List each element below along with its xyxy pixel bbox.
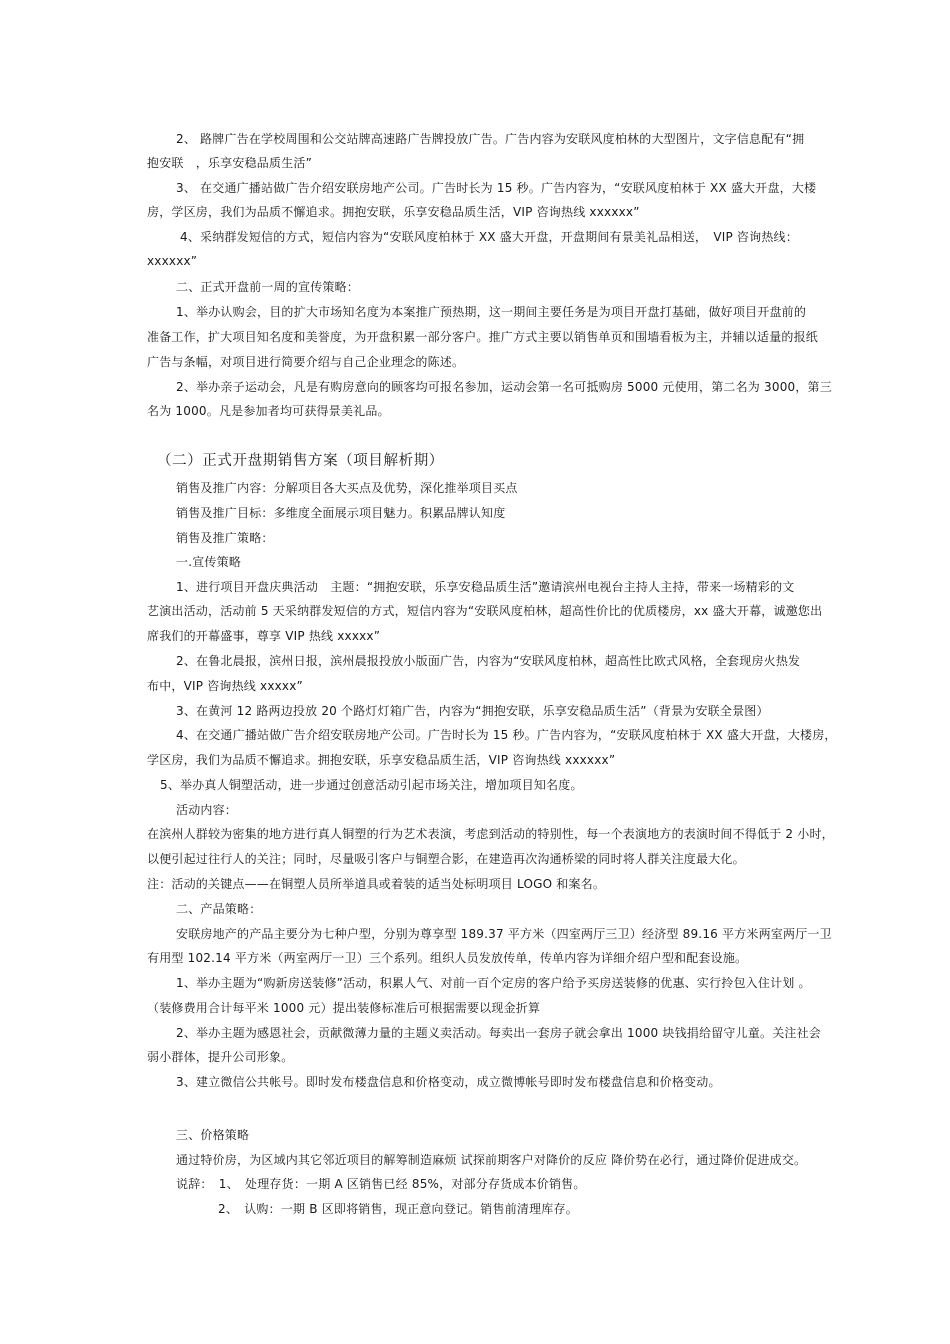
- paragraph-line: 布中，VIP 咨询热线 xxxxx”: [147, 679, 303, 693]
- paragraph-line: 广告与条幅，对项目进行简要介绍与自己企业理念的陈述。: [147, 355, 465, 369]
- paragraph-line: 席我们的开幕盛事，尊享 VIP 热线 xxxxx”: [147, 629, 381, 643]
- paragraph-line: 2、举办亲子运动会，凡是有购房意向的顾客均可报名参加，运动会第一名可抵购房 5000 元使用，第二名为 3000，第三: [176, 380, 832, 394]
- paragraph-line: xxxxxx”: [147, 254, 198, 268]
- paragraph-line: 名为 1000。凡是参加者均可获得景美礼品。: [147, 404, 390, 418]
- paragraph-line: 1、举办认购会，目的扩大市场知名度为本案推广预热期，这一期间主要任务是为项目开盘打基础，做好项目开盘前的: [176, 305, 807, 319]
- paragraph-line: 2、在鲁北晨报，滨州日报，滨州晨报投放小版面广告，内容为“安联风度柏林，超高性比欧式风格，全套现房火热发: [176, 654, 801, 668]
- paragraph-line: 4、在交通广播站做广告介绍安联房地产公司。广告时长为 15 秒。广告内容为，“安联风度柏林于 XX 盛大开盘，大楼房，: [176, 728, 837, 742]
- paragraph-line: 4、采纳群发短信的方式，短信内容为“安联风度柏林于 XX 盛大开盘，开盘期间有景美礼品相送， VIP 咨询热线：: [180, 230, 798, 244]
- paragraph-line: （装修费用合计每平米 1000 元）提出装修标准后可根据需要以现金折算: [147, 1001, 541, 1015]
- paragraph-line: 3、 在交通广播站做广告介绍安联房地产公司。广告时长为 15 秒。广告内容为，“安联风度柏林于 XX 盛大开盘，大楼: [176, 181, 817, 195]
- paragraph-line: 3、建立微信公共帐号。即时发布楼盘信息和价格变动，成立微博帐号即时发布楼盘信息和价格变动。: [176, 1075, 721, 1089]
- paragraph-line: 有用型 102.14 平方米（两室两厅一卫）三个系列。组织人员发放传单，传单内容为详细介绍户型和配套设施。: [147, 951, 748, 965]
- paragraph-line: 安联房地产的产品主要分为七种户型，分别为尊享型 189.37 平方米（四室两厅三卫）经济型 89.16 平方米两室两厅一卫: [176, 927, 832, 941]
- paragraph-line: 销售及推广策略：: [176, 531, 274, 545]
- paragraph-line: 准备工作，扩大项目知名度和美誉度，为开盘积累一部分客户。推广方式主要以销售单页和围墙看板为主，并辅以适量的报纸: [147, 330, 819, 344]
- paragraph-line: 销售及推广内容：分解项目各大买点及优势，深化推举项目买点: [176, 481, 518, 495]
- paragraph-line: 5、举办真人铜塑活动，进一步通过创意活动引起市场关注，增加项目知名度。: [160, 778, 583, 792]
- paragraph-line: 在滨州人群较为密集的地方进行真人铜塑的行为艺术表演，考虑到活动的特别性，每一个表演地方的表演时间不得低于 2 小时，: [147, 827, 834, 841]
- paragraph-line: 弱小群体，提升公司形象。: [147, 1050, 294, 1064]
- paragraph-line: 1、举办主题为“购新房送装修”活动，积累人气、对前一百个定房的客户给予买房送装修的优惠、实行拎包入住计划 。: [176, 976, 811, 990]
- section-heading: 二、产品策略：: [176, 902, 262, 916]
- section-heading: 一.宣传策略: [176, 555, 242, 569]
- subsection-heading: （二）正式开盘期销售方案（项目解析期）: [157, 453, 444, 469]
- paragraph-line: 通过特价房，为区域内其它邻近项目的解筹制造麻烦 试探前期客户对降价的反应 降价势在必行，通过降价促进成交。: [176, 1153, 807, 1167]
- paragraph-line: 学区房，我们为品质不懈追求。拥抱安联，乐享安稳品质生活，VIP 咨询热线 xxxxxx”: [147, 753, 616, 767]
- paragraph-line: 2、举办主题为感恩社会，贡献微薄力量的主题义卖活动。每卖出一套房子就会拿出 1000 块钱捐给留守儿童。关注社会: [176, 1026, 822, 1040]
- paragraph-line: 销售及推广目标：多维度全面展示项目魅力。积累品牌认知度: [176, 506, 506, 520]
- paragraph-line: 2、 认购：一期 B 区即将销售，现正意向登记。销售前清理库存。: [218, 1202, 578, 1216]
- section-heading: 二、正式开盘前一周的宣传策略：: [176, 280, 360, 294]
- paragraph-line: 2、 路牌广告在学校周围和公交站牌高速路广告牌投放广告。广告内容为安联风度柏林的大型图片，文字信息配有“拥: [176, 132, 805, 146]
- paragraph-line: 3、在黄河 12 路两边投放 20 个路灯灯箱广告，内容为“拥抱安联，乐享安稳品质生活”（背景为安联全景图）: [176, 704, 769, 718]
- section-heading: 三、价格策略: [176, 1128, 250, 1142]
- paragraph-line: 以便引起过往行人的关注；同时，尽量吸引客户与铜塑合影，在建造再次沟通桥梁的同时将人群关注度最大化。: [147, 852, 745, 866]
- paragraph-line: 艺演出活动，活动前 5 天采纳群发短信的方式，短信内容为“安联风度柏林，超高性价比的优质楼房，xx 盛大开幕，诚邀您出: [147, 604, 823, 618]
- paragraph-line: 说辞： 1、 处理存货：一期 A 区销售已经 85%，对部分存货成本价销售。: [176, 1177, 586, 1191]
- paragraph-line: 房，学区房，我们为品质不懈追求。拥抱安联，乐享安稳品质生活，VIP 咨询热线 xxxxxx”: [147, 205, 640, 219]
- paragraph-line: 抱安联 ，乐享安稳品质生活”: [147, 156, 313, 170]
- paragraph-line: 注：活动的关键点——在铜塑人员所举道具或着装的适当处标明项目 LOGO 和案名。: [147, 877, 606, 891]
- paragraph-line: 活动内容：: [176, 803, 238, 817]
- paragraph-line: 1、进行项目开盘庆典活动 主题：“拥抱安联，乐享安稳品质生活”邀请滨州电视台主持人主持，带来一场精彩的文: [176, 580, 795, 594]
